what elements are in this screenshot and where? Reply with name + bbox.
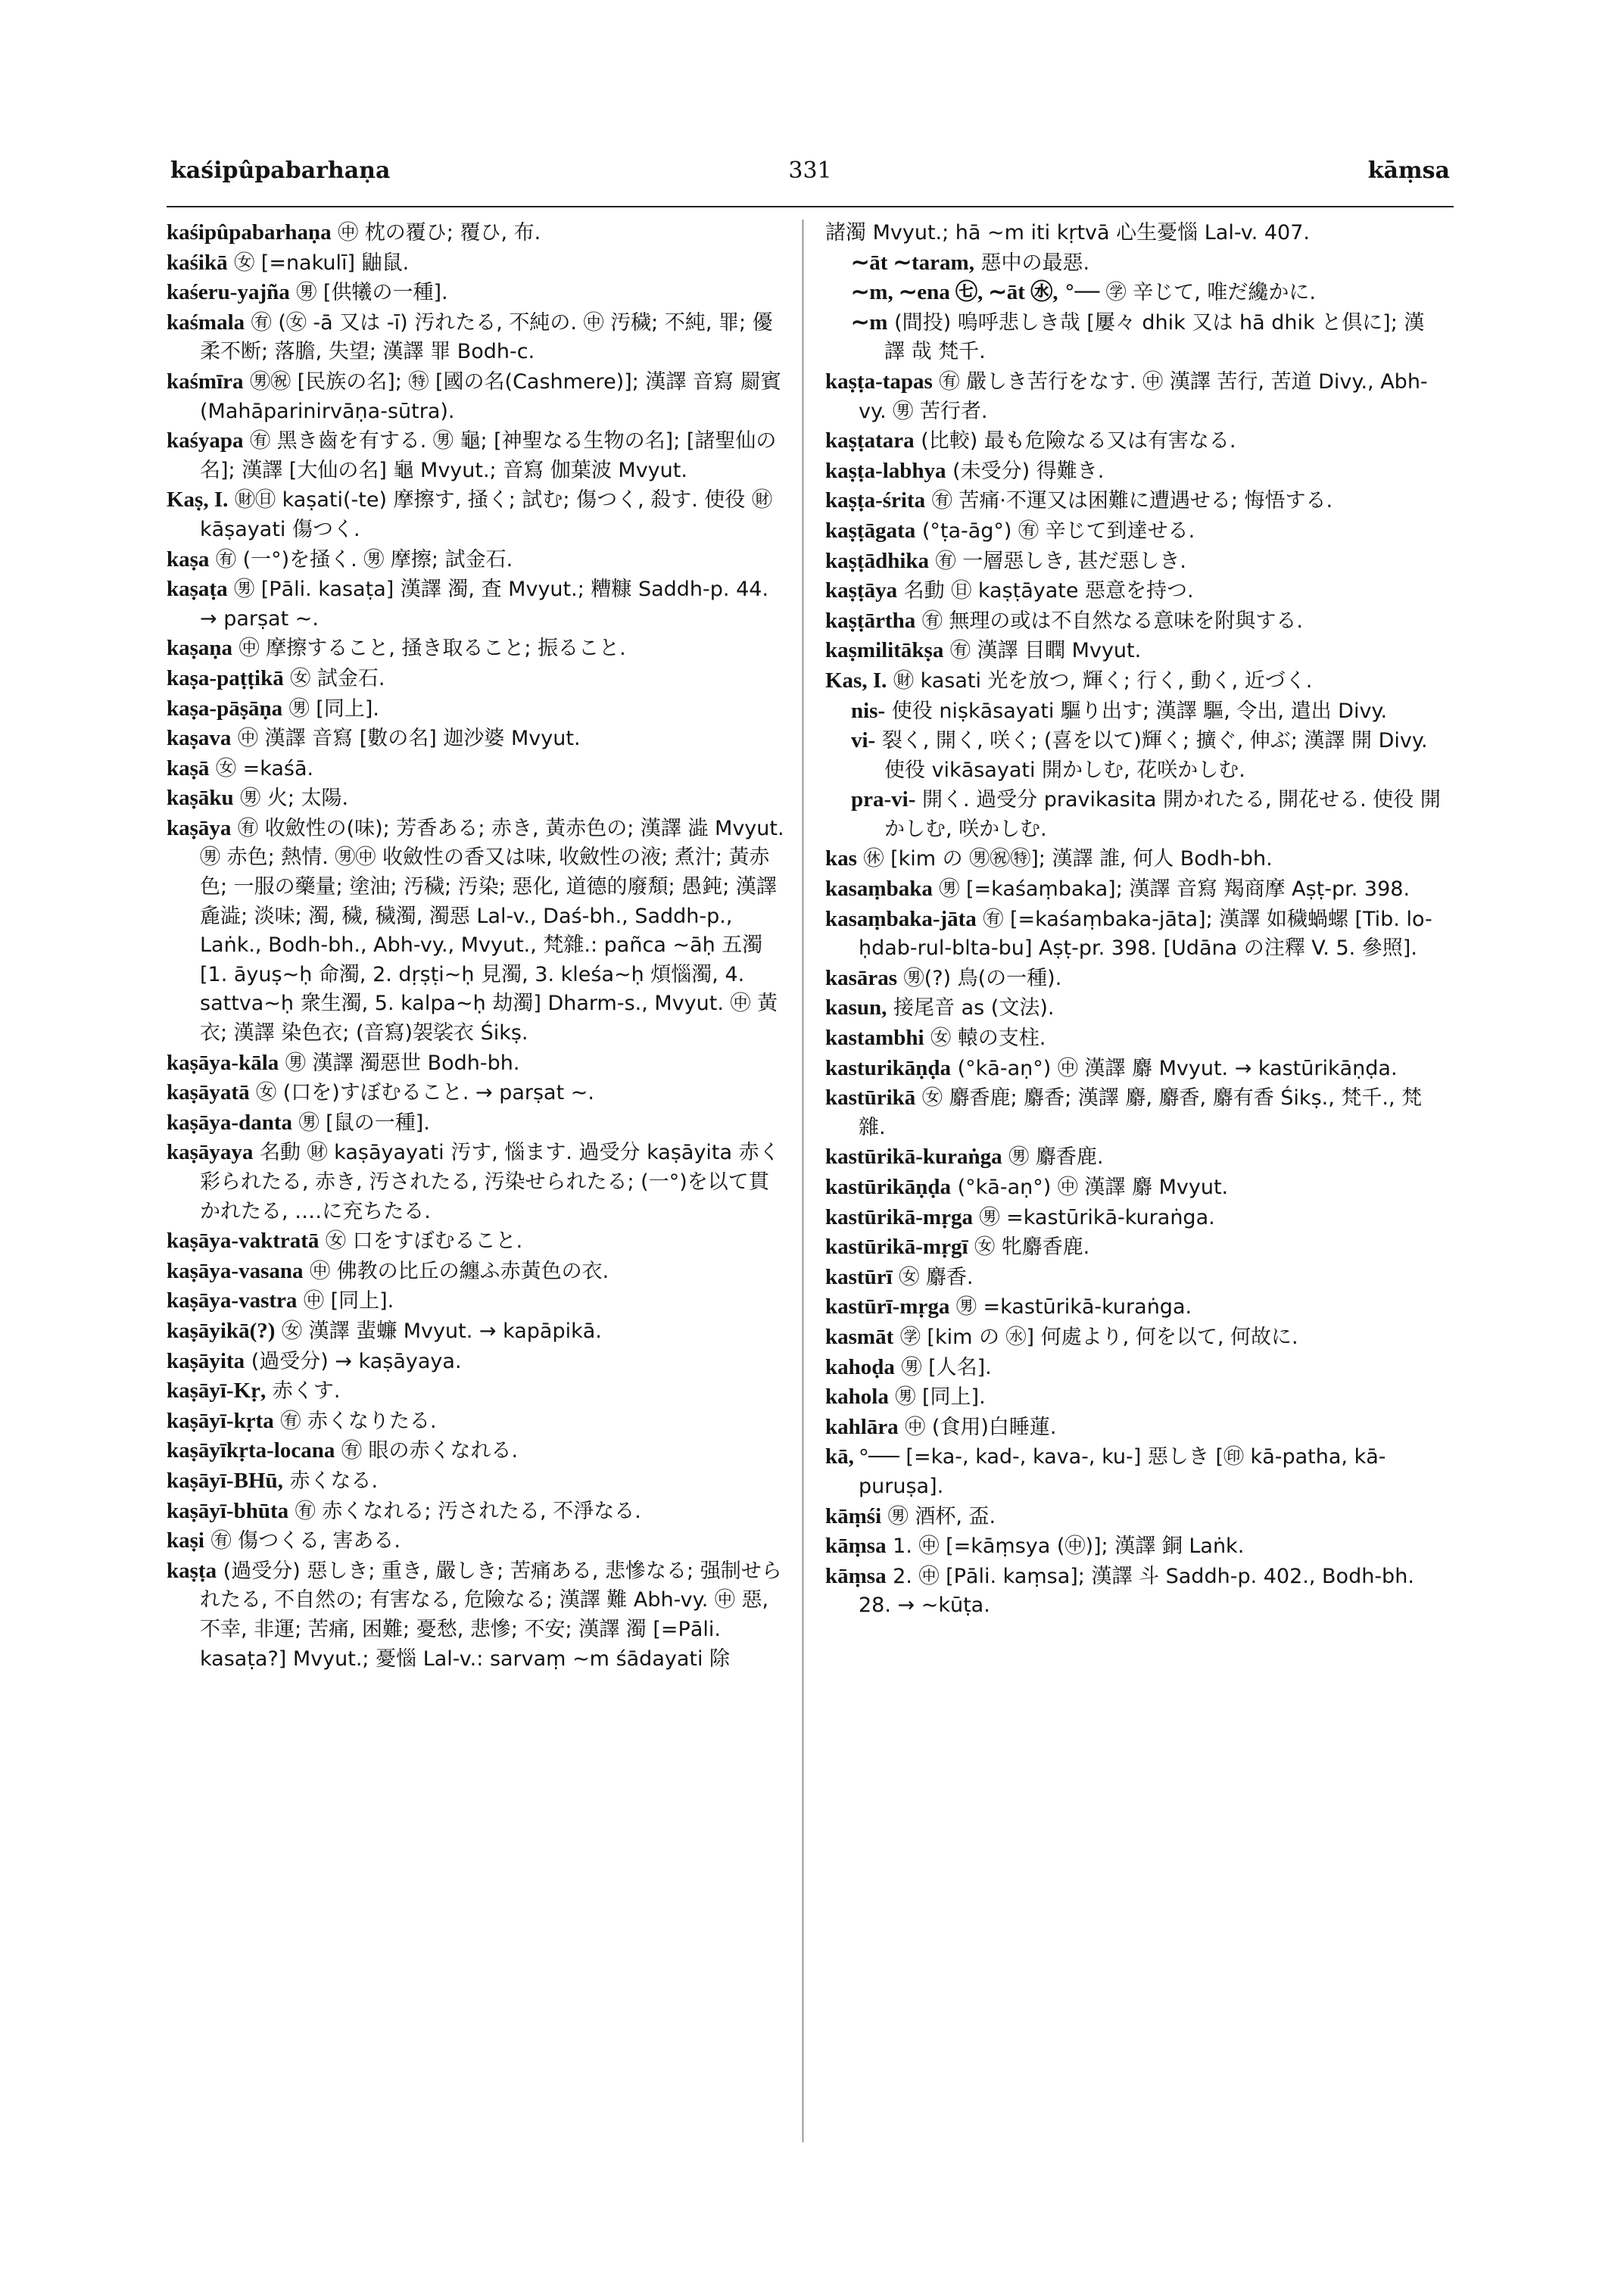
entry-definition: ㊖ kasati 光を放つ, 輝く; 行く, 動く, 近づく. [893,668,1313,693]
entry-headword: kaṣāyī-BHū, [167,1468,283,1493]
entry-headword: kaṣāyikā(?) [167,1318,276,1343]
entry-headword: kasaṃbaka-jāta [825,906,977,931]
entry-headword: ∼m, ∼ena ㊆, ∼āt ㊌, [851,280,1058,305]
entry-definition: ㊫ [kim の ㊌] 何處より, 何を以て, 何故に. [899,1325,1298,1349]
dictionary-entry [825,218,1445,248]
dictionary-entry [825,1353,1445,1383]
entry-definition: ㊚ =kastūrikā-kuraṅga. [955,1295,1192,1319]
dictionary-entry [825,576,1445,606]
entry-definition: (過受分) 惡しき; 重き, 嚴しき; 苦痛ある, 悲慘なる; 强制せられたる, 不自然の; 有害なる, 危險なる; 漢譯 難 Abh-vy. ㊥ 惡, 不幸, 非運; 苦痛, 困難; 憂愁, 悲慘; 不安; 漢譯 濁 [=Pāli. kasaṭa?] Mvyut.; 憂惱 Lal-v.: sarvaṃ ∼m śādayati 除 [200,1559,782,1671]
entry-definition: (過受分) → kaṣāyaya. [251,1349,462,1373]
dictionary-entry [167,1347,786,1377]
entry-headword: kahola [825,1385,889,1410]
dictionary-entry [167,754,786,784]
dictionary-entry [825,1382,1445,1413]
dictionary-entry [825,1023,1445,1054]
entry-headword: kastūrī-mṛga [825,1294,950,1319]
dictionary-entry [167,1466,786,1497]
left-column [167,218,786,1674]
entry-definition: ㊒ (一°)を掻く. ㊚ 摩擦; 試金石. [216,547,513,572]
dictionary-entry [825,1292,1445,1323]
entry-definition: (未受分) 得難き. [952,459,1105,483]
entry-definition: ㊛ (口を)すぼむること. → parṣat ∼. [256,1081,594,1105]
dictionary-entry [167,1048,786,1079]
entry-definition: ㊚ 麝香鹿. [1008,1145,1104,1170]
dictionary-entry [825,1054,1445,1084]
entry-headword: kahlāra [825,1414,899,1439]
dictionary-entry [825,426,1445,456]
dictionary-entry [825,666,1445,696]
entry-headword: kā, °── [825,1444,899,1469]
dictionary-entry [825,456,1445,487]
entry-definition: ㊥ [同上]. [303,1289,394,1313]
entry-headword: kaśeru-yajña [167,280,290,305]
dictionary-entry [825,486,1445,516]
entry-headword: kaṣāya-vasana [167,1258,304,1283]
entry-definition: 名動 ㊖ kaṣāyayati 汚す, 惱ます. 過受分 kaṣāyita 赤く彩られたる, 赤き, 汚されたる, 汚染せられたる; (一°)を以て貫かれたる, ‥‥に充ちたる. [200,1141,780,1223]
entry-headword: kaṣā [167,756,210,780]
entry-definition: ㊥ (食用)白睡蓮. [905,1415,1057,1439]
entry-headword: kaṣāyī-bhūta [167,1498,289,1523]
entry-definition: ㊒ [=kaśaṃbaka-jāta]; 漢譯 如穢蝸螺 [Tib. lo-ḥdab-rul-blta-bu] Aṣṭ-pr. 398. [Udāna の注釋 V. 5. 參照]. [859,907,1432,961]
entry-definition: 名動 ㊐ kaṣṭāyate 惡意を持つ. [903,579,1194,603]
entry-definition: 2. ㊥ [Pāli. kaṃsa]; 漢譯 斗 Saddh-p. 402., Bodh-bh. 28. → ∼kūṭa. [859,1564,1414,1618]
entry-definition: ㊚ 酒杯, 盃. [887,1504,996,1528]
entry-definition: ㊥ 漢譯 音寫 [數の名] 迦沙婆 Mvyut. [238,727,581,751]
entry-headword: kasaṃbaka [825,877,933,902]
dictionary-entry [825,1263,1445,1293]
dictionary-entry [825,1413,1445,1443]
entry-definition: ㊒ 苦痛·不運又は困難に遭遇せる; 悔悟する. [931,489,1333,513]
entry-headword: kaṣāyīkṛta-locana [167,1438,335,1463]
entry-headword: kaṣaṭa [167,577,228,602]
entry-headword: kastūrikā-mṛgī [825,1235,968,1260]
dictionary-entry [167,1286,786,1316]
entry-headword: kas [825,846,857,871]
entry-definition: ㊛ 轅の支柱. [930,1027,1046,1051]
entry-definition: ㊚ [Pāli. kasaṭa] 漢譯 濁, 査 Mvyut.; 糟糠 Saddh-p. 44. → parṣat ∼. [200,578,769,631]
header-first-entry: kaśipûpabarhaṇa [170,157,391,184]
entry-definition: ㊒ 赤くなりたる. [280,1409,437,1433]
entry-definition: ㊥ 枕の覆ひ; 覆ひ, 布. [338,221,541,245]
dictionary-entry [167,1556,786,1674]
dictionary-entry [825,785,1445,844]
entry-headword: kaṣṭāya [825,578,898,603]
entry-definition: (間投) 嗚呼悲しき哉 [屢々 dhik 又は hā dhik と倶に]; 漢譯 哉 梵千. [884,310,1425,364]
entry-definition: ㊒ 赤くなれる; 汚されたる, 不淨なる. [295,1499,641,1523]
entry-definition: ㊛ 麝香. [899,1265,974,1289]
entry-headword: kaṣṭārtha [825,608,916,633]
entry-headword: kaśyapa [167,428,244,453]
entry-headword: kāṃsa [825,1563,887,1588]
entry-definition: (°kā-aṇ°) ㊥ 漢譯 麝 Mvyut. [957,1176,1229,1199]
entry-headword: kaṣṭa [167,1558,217,1583]
dictionary-entry [825,1173,1445,1203]
dictionary-entry [825,1562,1445,1621]
entry-definition: ㊛ 口をすぼむること. [325,1229,523,1254]
entry-headword: kastūrikāṇḍa [825,1175,952,1199]
dictionary-entry [167,694,786,724]
entry-definition: ㊚ 火; 太陽. [240,787,349,811]
entry-headword: vi- [851,728,876,753]
dictionary-entry [167,1138,786,1226]
entry-definition: ㊛ =kaśā. [216,756,314,780]
entry-definition: ㊒ 無理の或は不自然なる意味を附與する. [921,609,1303,633]
dictionary-entry [167,1497,786,1527]
dictionary-entry [825,874,1445,905]
entry-definition: [=ka-, kad-, kava-, ku-] 惡しき [㊞ kā-patha, kā-puruṣa]. [859,1445,1386,1498]
dictionary-entry [825,516,1445,547]
dictionary-entry [167,308,786,367]
dictionary-entry [825,696,1445,727]
dictionary-entry [167,724,786,754]
dictionary-entry [825,1142,1445,1173]
entry-headword: kāṃsa [825,1534,887,1559]
dictionary-entry [167,278,786,308]
entry-definition: 接尾音 as (文法). [893,996,1055,1020]
entry-headword: Kaṣ, I. [167,488,229,512]
entry-definition: ㊚(?) 鳥(の一種). [903,966,1062,990]
entry-definition: ㊛ 試金石. [290,666,385,690]
entry-definition: ㊚ 漢譯 濁惡世 Bodh-bh. [285,1051,520,1075]
dictionary-entry [825,1203,1445,1233]
entry-headword: kaṣāya-vaktratā [167,1229,320,1254]
entry-definition: (°kā-aṇ°) ㊥ 漢譯 麝 Mvyut. → kastūrikāṇḍa. [957,1056,1398,1080]
entry-definition: 裂く, 開く, 咲く; (喜を以て)輝く; 擴ぐ, 伸ぶ; 漢譯 開 Divy. 使役 vikāsayati 開かしむ, 花咲かしむ. [881,729,1428,782]
entry-headword: kaśmīra [167,369,244,394]
entry-definition: °── ㊫ 辛じて, 唯だ纔かに. [1064,281,1316,305]
header-last-entry: kāṃsa [1367,157,1450,184]
entry-headword: Kas, I. [825,668,887,693]
entry-definition: ㊥ 佛教の比丘の纏ふ赤黃色の衣. [310,1259,609,1283]
entry-headword: kaṣṭādhika [825,548,930,573]
dictionary-entry [825,367,1445,426]
dictionary-entry [825,1083,1445,1142]
entry-headword: kastūrikā-kuraṅga [825,1145,1002,1170]
entry-definition: ㊛ 漢譯 蜚蠊 Mvyut. → kapāpikā. [282,1319,602,1343]
entry-definition: ㊖㊐ kaṣati(-te) 摩擦す, 掻く; 試む; 傷つく, 殺す. 使役 ㊖ kāṣayati 傷つく. [200,488,772,541]
entry-headword: nis- [851,698,886,723]
dictionary-entry [167,367,786,426]
entry-definition: ㊒ (㊛ -ā 又は -ī) 汚れたる, 不純の. ㊥ 汚穢; 不純, 罪; 優柔不断; 落膽, 失望; 漢譯 罪 Bodh-c. [200,310,773,364]
dictionary-entry [167,1526,786,1556]
entry-definition: 使役 niṣkāsayati 驅り出す; 漢譯 驅, 令出, 遣出 Divy. [891,699,1388,723]
entry-definition: 赤くなる. [289,1469,379,1493]
dictionary-entry [167,1407,786,1437]
entry-definition: ㊥ 摩擦すること, 掻き取ること; 振ること. [238,637,626,661]
dictionary-entry [825,606,1445,637]
dictionary-entry [825,1531,1445,1562]
entry-headword: kaṣṭatara [825,428,915,453]
entry-headword: kaṣāya-kāla [167,1050,279,1075]
entry-headword: kaṣi [167,1528,204,1553]
dictionary-entry [825,1323,1445,1353]
entry-definition: (°ṭa-āg°) ㊒ 辛じて到達せる. [921,519,1195,543]
dictionary-entry [167,426,786,485]
entry-definition: ㊒ 漢譯 目瞤 Mvyut. [949,639,1142,663]
dictionary-entry [167,634,786,664]
dictionary-entry [167,814,786,1048]
dictionary-entry [825,248,1445,279]
entry-headword: kasmāt [825,1324,894,1349]
entry-definition: (比較) 最も危險なる又は有害なる. [921,429,1236,453]
entry-headword: kaṣāya-vastra [167,1288,298,1313]
page-number: 331 [788,157,832,184]
dictionary-entry [167,1108,786,1139]
entry-headword: kaṣṭāgata [825,518,916,543]
dictionary-entry [167,575,786,634]
entry-headword: kaṣāyī-kṛta [167,1408,274,1433]
entry-headword: kaṣāyatā [167,1080,250,1105]
dictionary-entry [825,905,1445,964]
entry-definition: 1. ㊥ [=kāṃsya (㊥)]; 漢譯 銅 Laṅk. [893,1534,1245,1559]
entry-headword: kahoḍa [825,1354,895,1379]
entry-headword: kastūrī [825,1264,893,1289]
dictionary-entry [825,1502,1445,1532]
entry-definition: ㊚ [同上]. [288,696,379,721]
entry-headword: kaṣṭa-labhya [825,458,946,483]
dictionary-entry [825,636,1445,666]
entry-definition: 開く. 過受分 pravikasita 開かれたる, 開花せる. 使役 開かしむ, 咲かしむ. [884,788,1441,841]
entry-headword: kaṣava [167,726,232,751]
right-column [825,218,1445,1621]
dictionary-entry [825,726,1445,785]
entry-headword: kāṃśi [825,1503,882,1528]
entry-headword: kaṣa-pāṣāṇa [167,696,283,721]
dictionary-entry [167,664,786,694]
entry-headword: kastūrikā [825,1086,916,1111]
dictionary-entry [167,1376,786,1407]
dictionary-entry [825,1442,1445,1501]
entry-definition: ㊒ 收斂性の(味); 芳香ある; 赤き, 黃赤色の; 漢譯 澁 Mvyut. ㊚ 赤色; 熱情. ㊚㊥ 收斂性の香又は味, 收斂性の液; 煮汁; 黃赤色; 一服の藥量; 塗油; 汚穢; 汚染; 惡化, 道德的廢頽; 愚鈍; 漢譯 麁澁; 淡味; 濁, 穢, 穢濁, 濁惡 Lal-v., Daś-bh., Saddh-p., Laṅk., Bodh-bh., Abh-vy., Mvyut., 梵雜.: pañca ∼āḥ 五濁 [1. āyuṣ∼ḥ 命濁, 2. dṛṣṭi∼ḥ 見濁, 3. kleśa∼ḥ 煩惱濁, 4. sattva∼ḥ 衆生濁, 5. kalpa∼ḥ 劫濁] Dharm-s., Mvyut. ㊥ 黃衣; 漢譯 染色衣; (音寫)袈裟衣 Śikṣ. [200,816,784,1045]
entry-headword: kaśmala [167,310,245,335]
dictionary-entry [167,545,786,575]
entry-headword: kasāras [825,965,898,990]
entry-headword: kaṣa-paṭṭikā [167,665,284,690]
entry-definition: 赤くす. [272,1379,341,1404]
entry-definition: ㊚㊗ [民族の名]; ㊕ [國の名(Cashmere)]; 漢譯 音寫 罽賓 (Mahāparinirvāṇa-sūtra). [200,369,781,423]
entry-definition: ㊛ [=nakulī] 鼬鼠. [234,251,410,275]
header-rule [167,206,1454,207]
dictionary-entry [825,547,1445,577]
entry-definition: ㊒ 傷つくる, 害ある. [210,1529,401,1553]
entry-headword: kaṣāku [167,786,234,811]
entry-definition: ㊚ =kastūrikā-kuraṅga. [979,1205,1215,1229]
entry-headword: kaṣmilitākṣa [825,638,944,663]
entry-definition: ㊚ [供犧の一種]. [296,281,448,305]
entry-headword: ∼āt ∼taram, [851,250,974,275]
dictionary-entry [825,844,1445,874]
dictionary-entry [167,1078,786,1108]
dictionary-entry [825,308,1445,367]
dictionary-entry [167,1436,786,1466]
entry-definition: ㊚ [=kaśaṃbaka]; 漢譯 音寫 羯商摩 Aṣṭ-pr. 398. [939,877,1410,902]
dictionary-entry [825,993,1445,1023]
entry-definition: ㊒ 黑き齒を有する. ㊚ 龜; [神聖なる生物の名]; [諸聖仙の名]; 漢譯 [大仙の名] 龜 Mvyut.; 音寫 伽葉波 Mvyut. [200,429,777,482]
entry-headword: kasturikāṇḍa [825,1055,952,1080]
entry-definition: ㊚ [人名]. [901,1355,992,1379]
entry-headword: ∼m [851,310,888,335]
page-header [170,157,1450,195]
entry-headword: kaṣa [167,547,210,572]
entry-headword: kaṣāyaya [167,1140,254,1165]
entry-headword: kaṣṭa-śrita [825,488,926,513]
entry-definition: ㊚ [同上]. [895,1385,986,1410]
entry-headword: kaṣāya [167,815,232,840]
dictionary-entry [167,1257,786,1287]
entry-definition: ㊛ 牝麝香鹿. [974,1235,1090,1260]
entry-headword: kaṣāyī-Kṛ, [167,1379,267,1404]
entry-headword: kastambhi [825,1026,924,1051]
entry-definition: ㊡ [kim の ㊚㊗㊕]; 漢譯 誰, 何人 Bodh-bh. [863,847,1273,871]
dictionary-entry [825,964,1445,994]
entry-definition: 諸濁 Mvyut.; hā ∼m iti kṛtvā 心生憂惱 Lal-v. 407. [825,221,1310,245]
dictionary-entry [825,1232,1445,1263]
entry-definition: ㊚ [鼠の一種]. [298,1111,430,1135]
entry-headword: kaṣaṇa [167,636,233,661]
dictionary-entry [825,278,1445,308]
dictionary-entry [167,1226,786,1257]
entry-headword: kaśikā [167,250,228,275]
dictionary-entry [167,218,786,248]
entry-headword: kasun, [825,995,887,1020]
entry-definition: ㊒ 一層惡しき, 甚だ惡しき. [935,549,1186,573]
dictionary-entry [167,784,786,814]
entry-headword: kaṣṭa-tapas [825,369,933,394]
entry-definition: 惡中の最惡. [980,251,1090,275]
entry-headword: kaṣāya-danta [167,1110,292,1135]
entry-definition: ㊒ 眼の赤くなれる. [341,1439,519,1463]
dictionary-entry [167,485,786,544]
dictionary-entry [167,1316,786,1347]
entry-definition: ㊛ 麝香鹿; 麝香; 漢譯 麝, 麝香, 麝有香 Śikṣ., 梵千., 梵雜. [859,1086,1423,1139]
entry-headword: pra-vi- [851,787,916,812]
dictionary-entry [167,248,786,279]
entry-headword: kaśipûpabarhaṇa [167,220,332,245]
entry-definition: ㊒ 嚴しき苦行をなす. ㊥ 漢譯 苦行, 苦道 Divy., Abh-vy. ㊚ 苦行者. [859,369,1428,423]
entry-headword: kaṣāyita [167,1348,245,1373]
entry-headword: kastūrikā-mṛga [825,1204,973,1229]
